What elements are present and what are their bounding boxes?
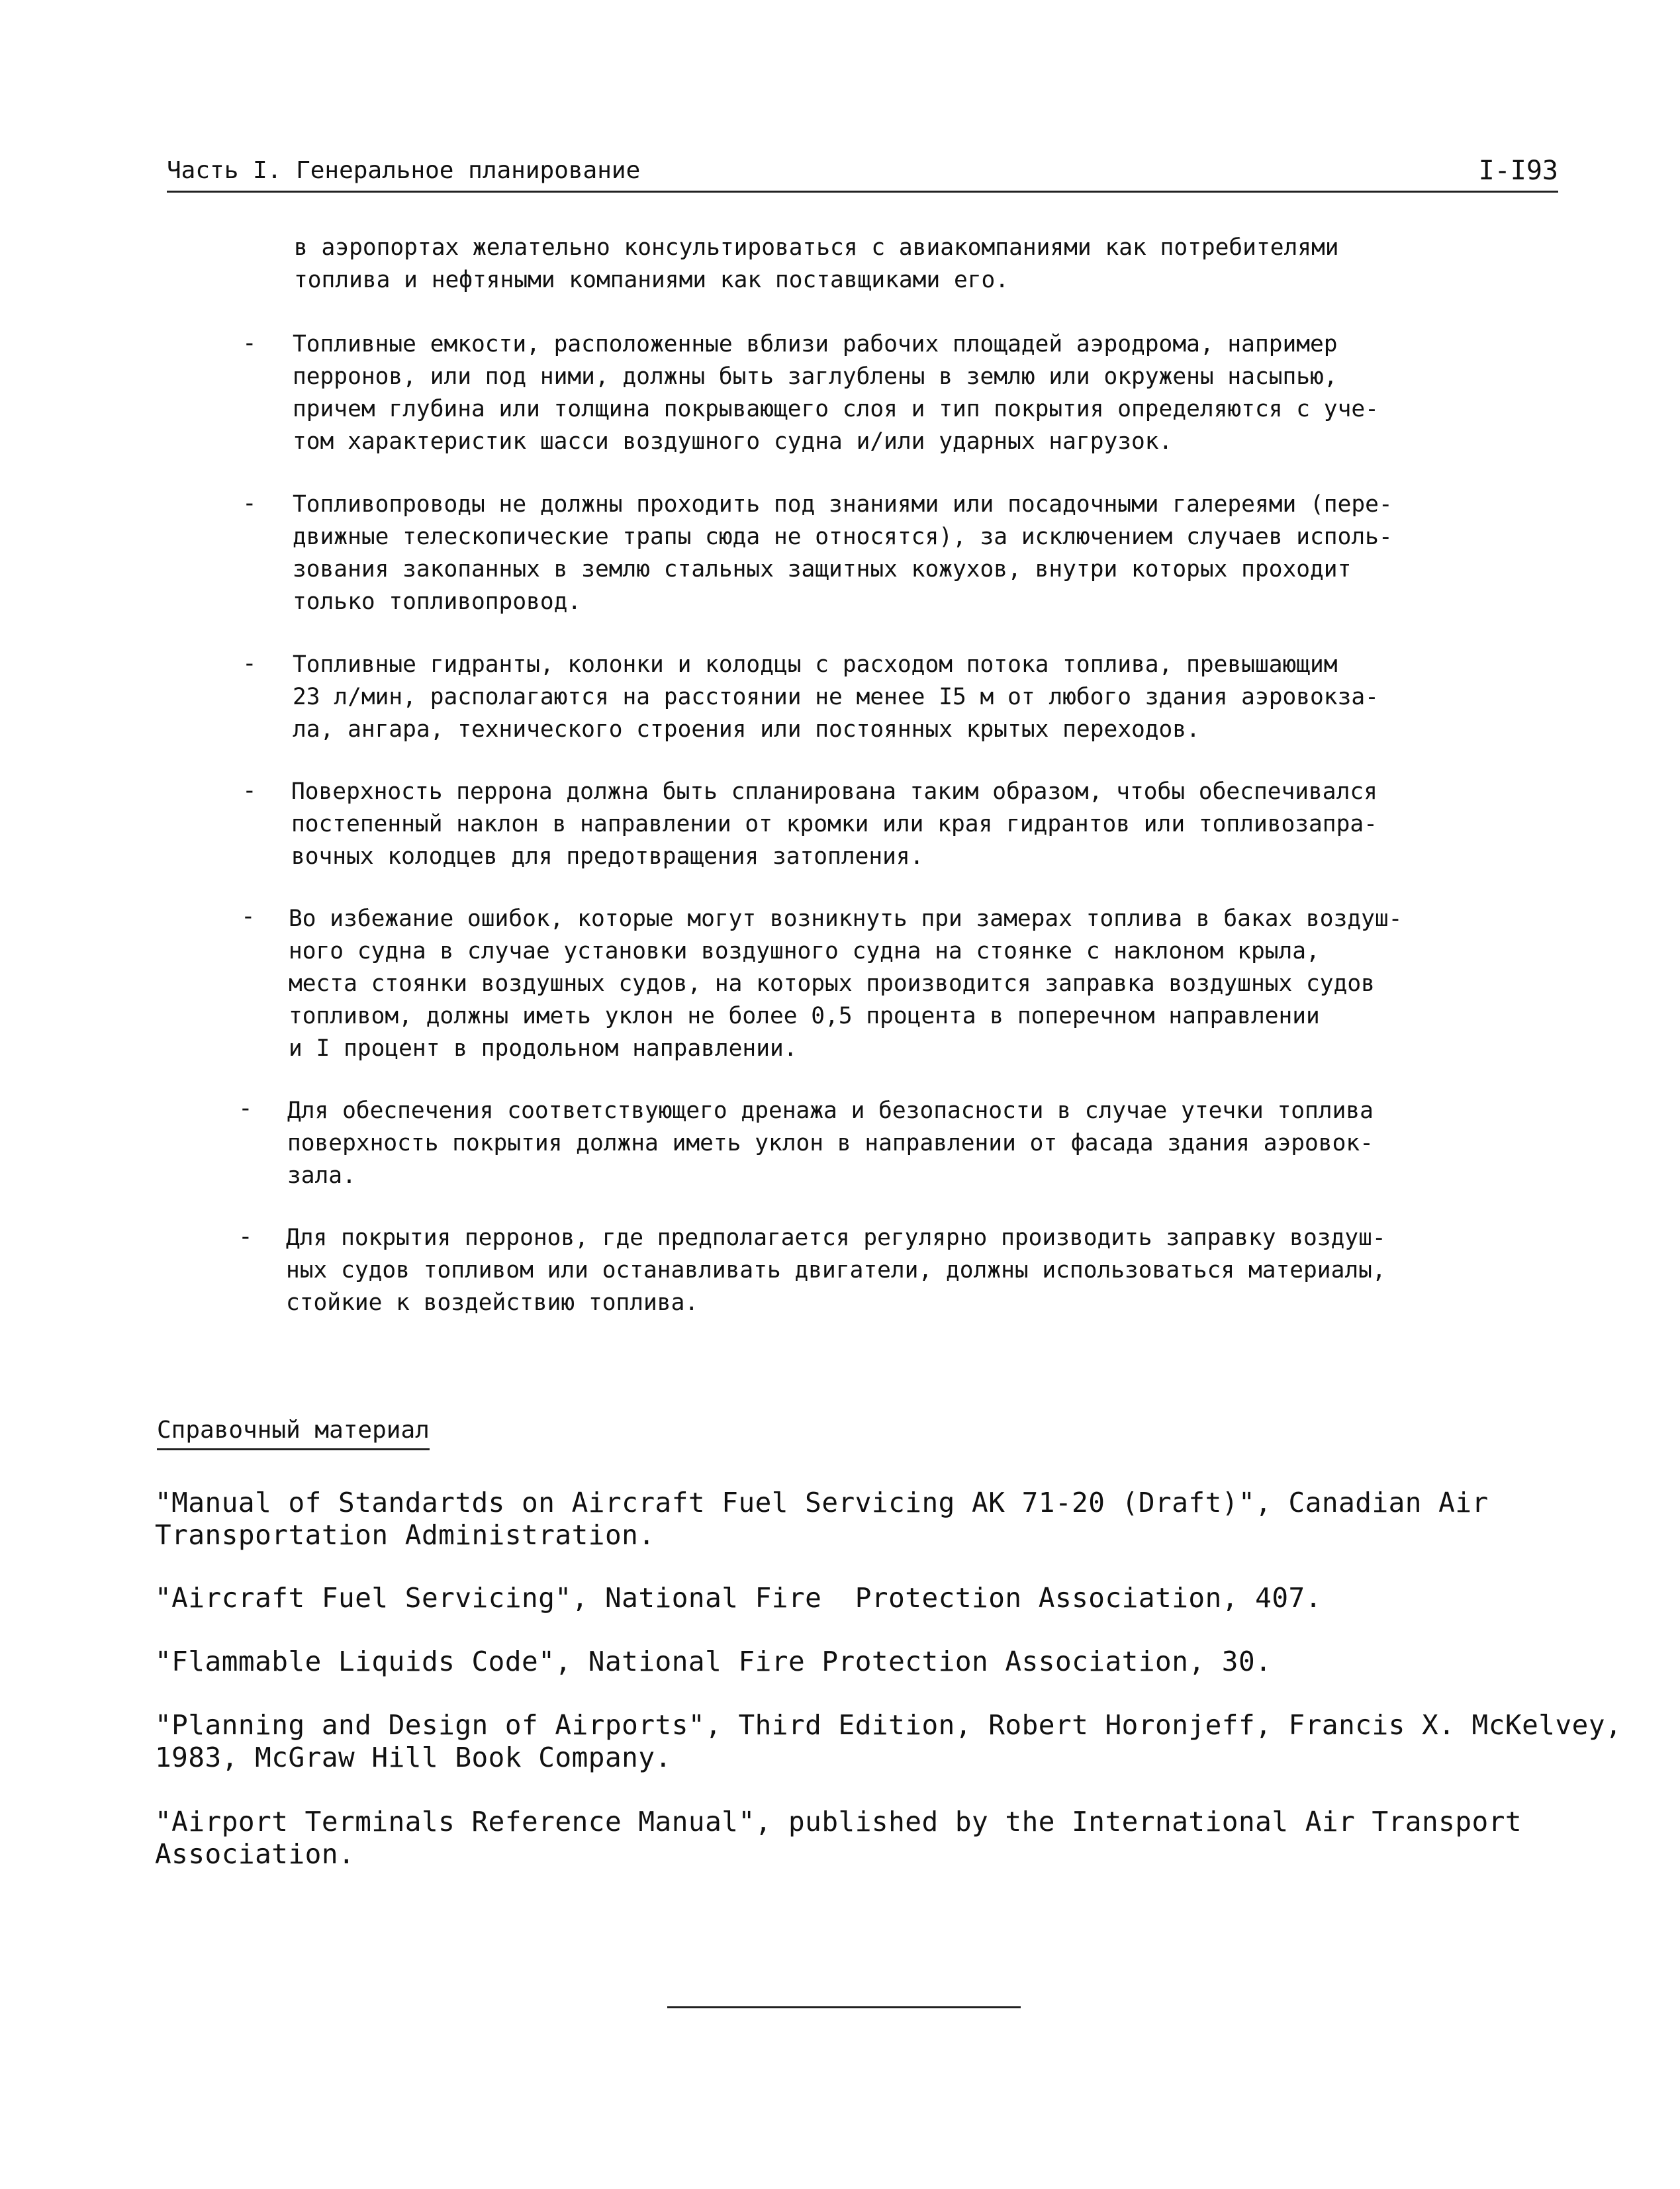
bullet-marker: - xyxy=(238,1095,253,1122)
bullet-fuel-hydrants: Топливные гидранты, колонки и колодцы с расходом потока топлива, превышающим 23 л/мин, располагаются на расстоянии не менее I5 м от любого здания аэровокза- ла, ангара, технического строения или постоянных крытых переходов. xyxy=(293,651,1379,743)
bullet-stand-slope: Во избежание ошибок, которые могут возникнуть при замерах топлива в баках воздуш- ного судна в случае установки воздушного судна на стоянке с наклоном крыла, места стоянки воздушных судов, на которых производится заправка воздушных судов топливом, должны иметь уклон не более 0,5 процента в поперечном направлении и I процент в продольном направлении. xyxy=(289,906,1403,1062)
bullet-drainage: Для обеспечения соответствующего дренажа и безопасности в случае утечки топлива поверхность покрытия должна иметь уклон в направлении от фасада здания аэровок- зала. xyxy=(287,1097,1374,1189)
header-rule xyxy=(167,191,1558,193)
bullet-fuel-tanks: Топливные емкости, расположенные вблизи рабочих площадей аэродрома, например перронов, или под ними, должны быть заглублены в землю или окружены насыпью, причем глубина или толщина покрывающего слоя и тип покрытия определяются с уче- том характеристик шасси воздушного судна и/или ударных нагрузок. xyxy=(293,331,1379,455)
references-heading: Справочный материал xyxy=(157,1414,430,1450)
bullet-marker: - xyxy=(238,1223,253,1250)
intro-paragraph: в аэропортах желательно консультироваться с авиакомпаниями как потребителями топлива и нефтяными компаниями как поставщиками его. xyxy=(294,234,1339,293)
bullet-pavement-materials: Для покрытия перронов, где предполагается регулярно производить заправку воздуш- ных судов топливом или останавливать двигатели, должны использоваться материалы, стойкие к воздействию топлива. xyxy=(286,1225,1386,1316)
bullet-fuel-pipelines: Топливопроводы не должны проходить под знаниями или посадочными галереями (пере- движные телескопические трапы сюда не относятся), за исключением случаев исполь- зования закопанных в землю стальных защитных кожухов, внутри которых проходит только топливопровод. xyxy=(293,491,1393,615)
bullet-marker: - xyxy=(241,903,256,930)
page-header xyxy=(167,154,1558,193)
bullet-marker: - xyxy=(242,490,257,517)
running-title: Часть I. Генеральное планирование xyxy=(167,157,641,184)
end-rule xyxy=(667,2006,1021,2008)
bullet-marker: - xyxy=(242,330,257,357)
reference-item: "Airport Terminals Reference Manual", published by the International Air Transport Association. xyxy=(155,1806,1522,1870)
page-number: I-I93 xyxy=(1478,156,1558,186)
reference-item: "Flammable Liquids Code", National Fire Protection Association, 30. xyxy=(155,1646,1272,1677)
bullet-apron-surface: Поверхность перрона должна быть спланирована таким образом, чтобы обеспечивался постепенный наклон в направлении от кромки или края гидрантов или топливозапра- вочных колодцев для предотвращения затопления. xyxy=(291,778,1377,870)
bullet-marker: - xyxy=(242,777,257,804)
reference-item: "Manual of Standartds on Aircraft Fuel Servicing AK 71-20 (Draft)", Canadian Air Transportation Administration. xyxy=(155,1487,1489,1551)
reference-item: "Planning and Design of Airports", Third Edition, Robert Horonjeff, Francis X. McKelvey, 1983, McGraw Hill Book Company. xyxy=(155,1709,1622,1773)
reference-item: "Aircraft Fuel Servicing", National Fire Protection Association, 407. xyxy=(155,1582,1322,1614)
bullet-marker: - xyxy=(242,650,257,677)
